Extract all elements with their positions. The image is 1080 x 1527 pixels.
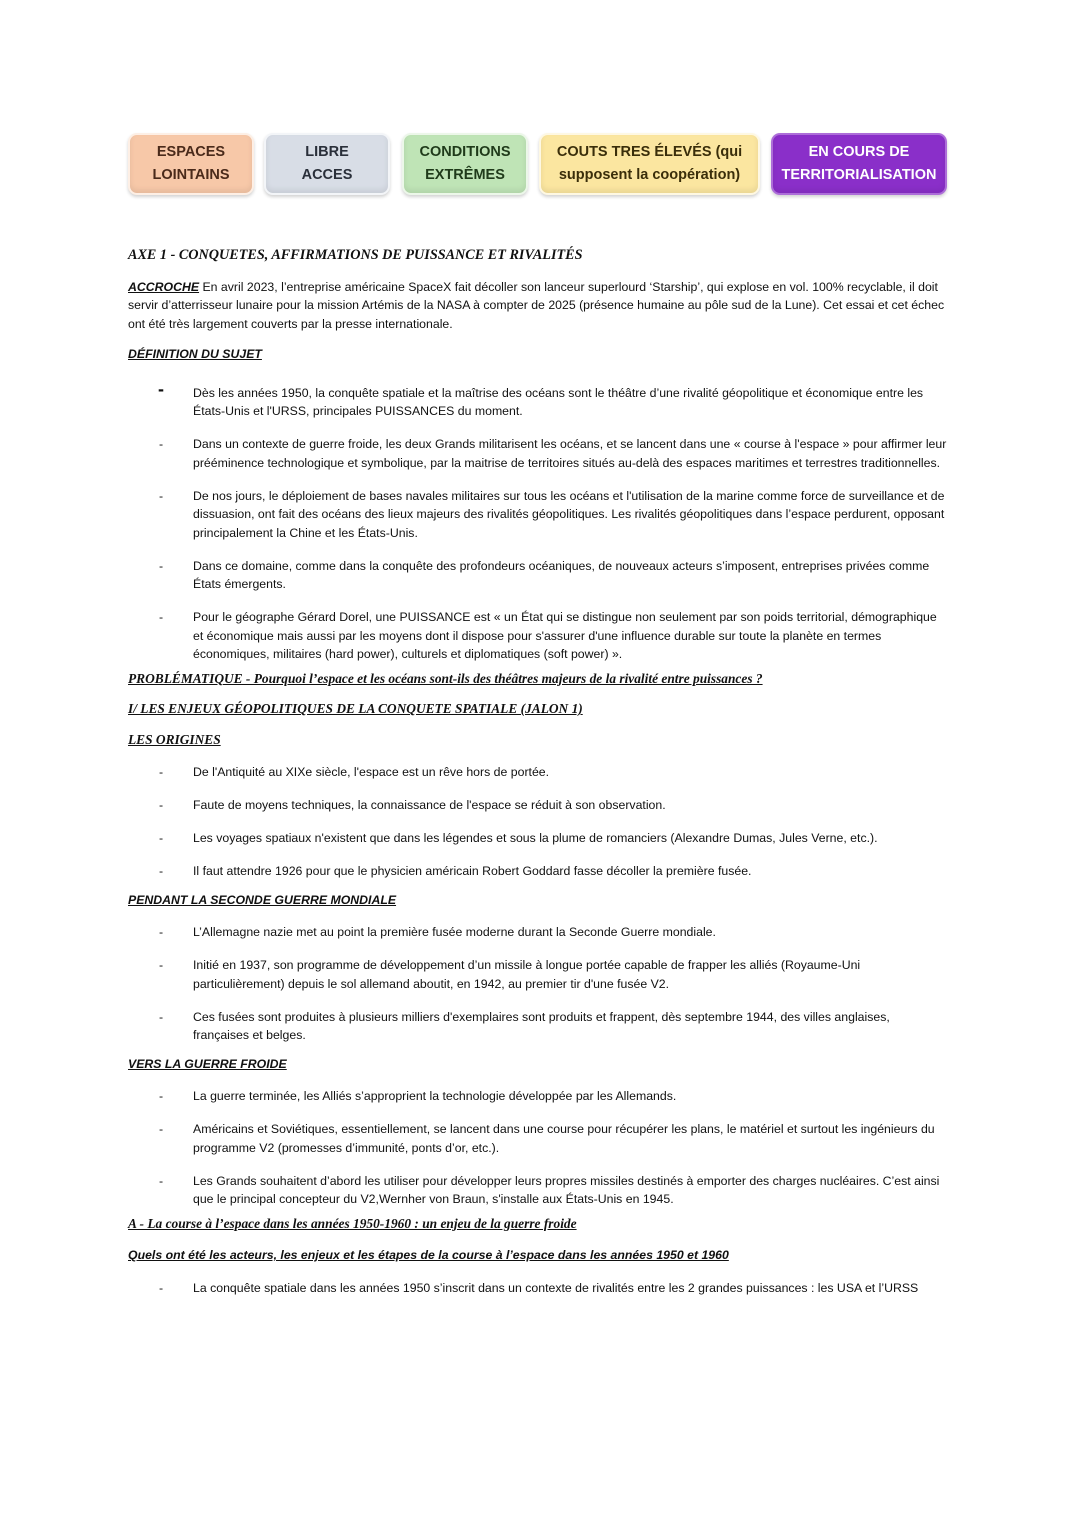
list-item: - Les voyages spatiaux n'existent que dans les légendes et sous la plume de romanciers (Alexandre Dumas, Jules Verne, etc.). [159, 831, 878, 845]
list-item: - Pour le géographe Gérard Dorel, une PUISSANCE est « un État qui se distingue non seulement par son poids territorial, démographique et économique mais aussi par les moyens dont il dispose pour s'assurer d'une influence durable sur toute la planète en termes économiques, militaires (hard power), culturels et diplomatiques (soft power) ». [159, 610, 937, 661]
keyword-tags [128, 133, 948, 197]
list-item: - Dès les années 1950, la conquête spatiale et la maîtrise des océans sont le théâtre d’une rivalité géopolitique et économique entre les États-Unis et l'URSS, principales PUISSANCES du moment. [158, 378, 924, 418]
tag-territorialisation: EN COURS DE TERRITORIALISATION [771, 133, 947, 195]
problematique: PROBLÉMATIQUE - Pourquoi l’espace et les océans sont-ils des théâtres majeurs de la rivalité entre puissances ? [128, 670, 763, 686]
list-item: - Américains et Soviétiques, essentiellement, se lancent dans une course pour récupérer les plans, le matériel et surtout les ingénieurs du programme V2 (promesses d’immunité, ponts d’or, etc.). [159, 1122, 935, 1155]
list-item: - Faute de moyens techniques, la connaissance de l'espace se réduit à son observation. [159, 798, 666, 812]
list-item: - De nos jours, le déploiement de bases navales militaires sur tous les océans et l'utilisation de la marine comme force de surveillance et de dissuasion, ont fait des océans des lieux majeurs des rivalités géopolitiques. Les rivalités géopolitiques dans l’espace perdurent, opposant principalement la Chine et les États-Unis. [159, 488, 945, 540]
list-item: - De l'Antiquité au XIXe siècle, l'espace est un rêve hors de portée. [159, 765, 550, 779]
tag-libre-acces: LIBRE ACCES [264, 133, 390, 195]
list-item: - La conquête spatiale dans les années 1950 s’inscrit dans un contexte de rivalités entre les 2 grandes puissances : les USA et l’URSS [159, 1280, 919, 1295]
list-item: - L’Allemagne nazie met au point la première fusée moderne durant la Seconde Guerre mondiale. [159, 925, 716, 939]
list-item: - Dans un contexte de guerre froide, les deux Grands militarisent les océans, et se lancent dans une « course à l'espace » pour affirmer leur prééminence technologique et symbolique, par la maitrise de territoires situés au-delà des espaces maritimes et terrestres traditionnelles. [159, 437, 947, 470]
definition-title: DÉFINITION DU SUJET [128, 347, 262, 361]
seconde-guerre-list [128, 923, 948, 1045]
tag-espaces-lointains: ESPACES LOINTAINS [128, 133, 254, 195]
tag-conditions-extremes: CONDITIONS EXTRÊMES [402, 133, 528, 195]
document-body [128, 246, 948, 1312]
list-item: - Initié en 1937, son programme de développement d’un missile à longue portée capable de frapper les alliés (Royaume-Uni particulièrement) depuis le sol allemand aboutit, en 1942, au premier tir d'une fusée V2. [159, 958, 861, 991]
guerre-froide-title: VERS LA GUERRE FROIDE [128, 1056, 287, 1071]
accroche-paragraph [128, 278, 948, 334]
list-item: - La guerre terminée, les Alliés s’approprient la technologie développée par les Allemands. [159, 1089, 677, 1103]
axe-title: AXE 1 - CONQUETES, AFFIRMATIONS DE PUISSANCE ET RIVALITÉS [128, 247, 583, 263]
partA-title: A - La course à l’espace dans les années 1950-1960 : un enjeu de la guerre froide [128, 1215, 577, 1231]
origines-title: LES ORIGINES [128, 731, 221, 747]
list-item: - Il faut attendre 1926 pour que le physicien américain Robert Goddard fasse décoller la première fusée. [159, 864, 752, 878]
definition-list [128, 378, 948, 664]
tag-couts-eleves: COUTS TRES ÉLEVÉS (qui supposent la coopération) [539, 133, 760, 195]
accroche-label: ACCROCHE [128, 279, 200, 294]
origines-list [128, 763, 948, 881]
partA-question: Quels ont été les acteurs, les enjeux et les étapes de la course à l’espace dans les années 1950 et 1960 [128, 1248, 729, 1262]
accroche-text: En avril 2023, l’entreprise américaine SpaceX fait décoller son lanceur superlourd ‘Starship’, qui explose en vol. 100% recyclable, il doit servir d’atterrisseur lunaire pour la mission Artémis de la NASA à compter de 2025 (présence humaine au pôle sud de la Lune). Cet essai et cet échec ont été très largement couverts par la presse internationale. [128, 279, 945, 331]
seconde-guerre-title: PENDANT LA SECONDE GUERRE MONDIALE [128, 892, 397, 907]
partA-list [128, 1279, 948, 1298]
list-item: - Ces fusées sont produites à plusieurs milliers d'exemplaires sont produits et frappent, dès septembre 1944, des villes anglaises, françaises et belges. [159, 1009, 890, 1042]
guerre-froide-list [128, 1087, 948, 1209]
part1-title: I/ LES ENJEUX GÉOPOLITIQUES DE LA CONQUETE SPATIALE (JALON 1) [128, 701, 583, 716]
list-item: - Dans ce domaine, comme dans la conquête des profondeurs océaniques, de nouveaux acteurs s’imposent, entreprises privées comme États émergents. [159, 558, 930, 591]
list-item: - Les Grands souhaitent d’abord les utiliser pour développer leurs propres missiles destinés à emporter des charges nucléaires. C’est ainsi que le principal concepteur du V2,Wernher von Braun, s'installe aux États-Unis en 1945. [159, 1173, 940, 1206]
